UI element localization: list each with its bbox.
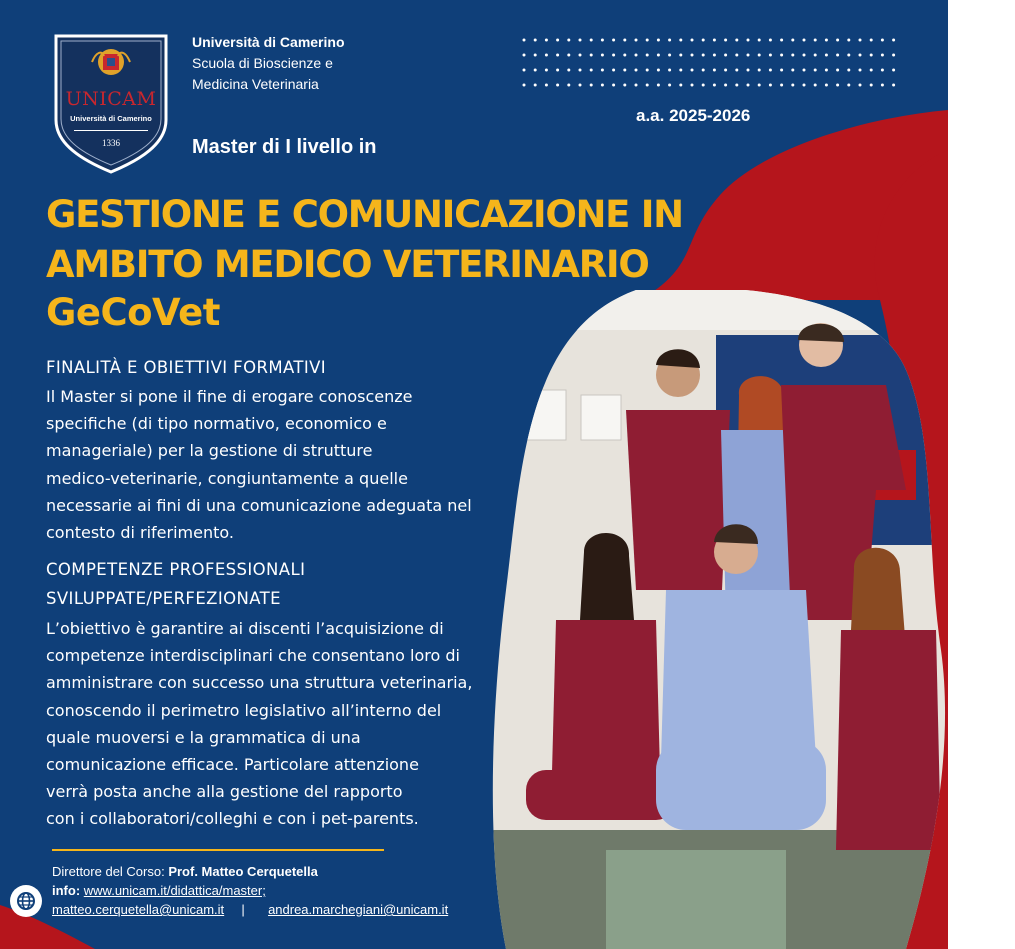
decorative-dot	[847, 54, 850, 57]
decorative-dot	[545, 69, 548, 72]
decorative-dot	[579, 39, 582, 42]
decorative-dot	[758, 39, 761, 42]
decorative-dot	[623, 39, 626, 42]
decorative-dot	[623, 54, 626, 57]
email-line	[52, 900, 448, 919]
decorative-dot	[803, 84, 806, 87]
globe-icon	[10, 885, 42, 917]
decorative-dot	[635, 69, 638, 72]
decorative-dot	[859, 84, 862, 87]
decorative-dot	[545, 39, 548, 42]
decorative-dot	[870, 84, 873, 87]
decorative-dot	[769, 39, 772, 42]
decorative-dot	[791, 39, 794, 42]
director-label: Direttore del Corso:	[52, 864, 169, 879]
decorative-dot	[803, 54, 806, 57]
logo-wordmark: UNICAM	[65, 88, 157, 110]
decorative-dot	[646, 84, 649, 87]
decorative-dot	[679, 84, 682, 87]
decorative-dot	[769, 84, 772, 87]
body-line: amministrare con successo una struttura veterinaria,	[46, 673, 473, 693]
decorative-dot	[758, 84, 761, 87]
academic-year: a.a. 2025-2026	[636, 106, 751, 125]
decorative-dot	[691, 39, 694, 42]
body-line: conoscendo il perimetro legislativo all’interno del	[46, 700, 442, 720]
section-heading-line: COMPETENZE PROFESSIONALI	[46, 560, 306, 579]
decorative-dot	[825, 39, 828, 42]
director-line	[52, 862, 448, 881]
info-line	[52, 881, 448, 900]
decorative-dot	[623, 84, 626, 87]
decorative-dot	[702, 39, 705, 42]
decorative-dot	[567, 54, 570, 57]
body-line: medico-veterinarie, congiuntamente a quelle	[46, 468, 408, 488]
university-name: Università di Camerino	[192, 34, 345, 50]
decorative-dot	[803, 69, 806, 72]
decorative-dot	[534, 54, 537, 57]
email-separator: |	[241, 902, 245, 917]
decorative-dot	[545, 84, 548, 87]
decorative-dot	[691, 69, 694, 72]
decorative-dot	[556, 84, 559, 87]
decorative-dot	[679, 39, 682, 42]
footer-divider	[52, 849, 384, 851]
decorative-dot	[847, 69, 850, 72]
decorative-dot	[556, 54, 559, 57]
body-line: con i collaboratori/colleghi e con i pet-parents.	[46, 809, 419, 829]
decorative-dot	[892, 84, 895, 87]
decorative-dot	[892, 39, 895, 42]
decorative-dot	[747, 84, 750, 87]
decorative-dot	[735, 69, 738, 72]
decorative-dot	[814, 69, 817, 72]
decorative-dot	[713, 39, 716, 42]
decorative-dot	[735, 84, 738, 87]
section-body-objectives	[46, 383, 536, 546]
decorative-dot	[635, 39, 638, 42]
decorative-dot	[601, 69, 604, 72]
decorative-dot	[713, 54, 716, 57]
decorative-dot	[724, 54, 727, 57]
decorative-dot	[825, 84, 828, 87]
email-link-secondary[interactable]: andrea.marchegiani@unicam.it	[268, 902, 449, 917]
decorative-dot	[859, 54, 862, 57]
decorative-dot	[870, 54, 873, 57]
decorative-dot	[657, 69, 660, 72]
university-header	[192, 32, 345, 95]
decorative-dot	[870, 39, 873, 42]
decorative-dot	[791, 69, 794, 72]
decorative-dot	[657, 39, 660, 42]
decorative-dot	[668, 54, 671, 57]
group-photo	[486, 290, 948, 949]
director-name: Prof. Matteo Cerquetella	[168, 864, 318, 879]
decorative-dot	[803, 39, 806, 42]
decorative-dot	[780, 39, 783, 42]
body-line: comunicazione efficace. Particolare attenzione	[46, 755, 419, 775]
decorative-dot	[814, 54, 817, 57]
decorative-dot	[735, 39, 738, 42]
logo-subtitle: Università di Camerino	[70, 114, 152, 123]
course-title-line1: GESTIONE E COMUNICAZIONE IN	[46, 193, 683, 236]
body-line: L’obiettivo è garantire ai discenti l’acquisizione di	[46, 619, 444, 638]
decorative-dot	[691, 84, 694, 87]
decorative-dot	[769, 69, 772, 72]
body-line: manageriale) per la gestione di strutture	[46, 441, 373, 461]
body-line: quale muoversi e la grammatica di una	[46, 727, 361, 747]
decorative-dot	[590, 69, 593, 72]
body-line: competenze interdisciplinari che consentano loro di	[46, 646, 460, 666]
decorative-dot	[567, 69, 570, 72]
decorative-dot	[747, 69, 750, 72]
school-name-line1: Scuola di Bioscienze e	[192, 55, 333, 71]
decorative-dot	[679, 54, 682, 57]
section-heading-line: SVILUPPATE/PERFEZIONATE	[46, 589, 281, 608]
decorative-dot	[590, 54, 593, 57]
decorative-dot	[691, 54, 694, 57]
decorative-dot	[780, 69, 783, 72]
decorative-dot	[769, 54, 772, 57]
decorative-dot	[579, 69, 582, 72]
decorative-dot	[534, 84, 537, 87]
decorative-dot	[747, 39, 750, 42]
body-line: specifiche (di tipo normativo, economico e	[46, 414, 387, 434]
decorative-dot	[545, 54, 548, 57]
decorative-dot	[668, 84, 671, 87]
decorative-dot	[523, 54, 526, 57]
email-link-director[interactable]: matteo.cerquetella@unicam.it	[52, 902, 225, 917]
decorative-dot	[612, 69, 615, 72]
body-line: necessarie ai fini di una comunicazione adeguata nel	[46, 495, 472, 515]
decorative-dot	[870, 69, 873, 72]
body-line: Il Master si pone il fine di erogare conoscenze	[46, 387, 413, 406]
decorative-dot	[780, 54, 783, 57]
course-title	[46, 190, 683, 290]
decorative-dot	[724, 69, 727, 72]
decorative-dot	[601, 54, 604, 57]
master-level-label: Master di I livello in	[192, 136, 377, 158]
decorative-dot	[836, 69, 839, 72]
decorative-dot	[892, 54, 895, 57]
decorative-dot	[679, 69, 682, 72]
footer-contacts	[52, 862, 448, 919]
decorative-dot	[635, 84, 638, 87]
course-acronym: GeCoVet	[46, 291, 220, 334]
decorative-dot	[881, 39, 884, 42]
decorative-dot	[635, 54, 638, 57]
decorative-dot	[702, 69, 705, 72]
unicam-logo	[52, 32, 170, 174]
decorative-dot	[523, 84, 526, 87]
decorative-dot	[523, 69, 526, 72]
decorative-dot	[859, 69, 862, 72]
info-link[interactable]: www.unicam.it/didattica/master;	[83, 883, 266, 898]
decorative-dot	[724, 84, 727, 87]
decorative-dot	[881, 69, 884, 72]
decorative-dot	[556, 69, 559, 72]
decorative-dot	[612, 39, 615, 42]
info-label: info:	[52, 883, 84, 898]
decorative-dot	[579, 84, 582, 87]
logo-year: 1336	[102, 138, 120, 148]
decorative-dot	[668, 39, 671, 42]
decorative-dot	[892, 69, 895, 72]
decorative-dot	[758, 69, 761, 72]
decorative-dot	[702, 84, 705, 87]
decorative-dot	[646, 54, 649, 57]
decorative-dot	[758, 54, 761, 57]
decorative-dot	[623, 69, 626, 72]
decorative-dot	[847, 39, 850, 42]
decorative-dot	[646, 39, 649, 42]
decorative-dot	[825, 54, 828, 57]
decorative-dot	[601, 84, 604, 87]
decorative-dot	[556, 39, 559, 42]
body-line: contesto di riferimento.	[46, 523, 234, 543]
section-body-competences	[46, 615, 536, 833]
decorative-dot	[847, 84, 850, 87]
decorative-dot	[881, 54, 884, 57]
decorative-dot	[657, 54, 660, 57]
decorative-dot	[814, 39, 817, 42]
decorative-dot	[735, 54, 738, 57]
decorative-dot	[724, 39, 727, 42]
decorative-dot	[859, 39, 862, 42]
decorative-dot	[702, 54, 705, 57]
course-title-line2: AMBITO MEDICO VETERINARIO	[46, 243, 649, 286]
school-name-line2: Medicina Veterinaria	[192, 76, 319, 92]
group-photo-veterinary-students-icon	[486, 290, 948, 949]
decorative-dot	[534, 39, 537, 42]
decorative-dot	[791, 54, 794, 57]
decorative-dot	[713, 69, 716, 72]
dot-pattern-decoration	[520, 36, 905, 88]
decorative-dot	[579, 54, 582, 57]
decorative-dot	[523, 39, 526, 42]
decorative-dot	[791, 84, 794, 87]
decorative-dot	[646, 69, 649, 72]
decorative-dot	[612, 54, 615, 57]
decorative-dot	[590, 84, 593, 87]
decorative-dot	[601, 39, 604, 42]
decorative-dot	[713, 84, 716, 87]
decorative-dot	[780, 84, 783, 87]
decorative-dot	[836, 39, 839, 42]
decorative-dot	[747, 54, 750, 57]
decorative-dot	[836, 54, 839, 57]
decorative-dot	[590, 39, 593, 42]
decorative-dot	[836, 84, 839, 87]
decorative-dot	[567, 84, 570, 87]
decorative-dot	[814, 84, 817, 87]
decorative-dot	[567, 39, 570, 42]
decorative-dot	[881, 84, 884, 87]
section-heading-competences	[46, 555, 305, 613]
decorative-dot	[534, 69, 537, 72]
globe-button[interactable]	[10, 885, 42, 917]
decorative-dot	[657, 84, 660, 87]
decorative-dot	[668, 69, 671, 72]
decorative-dot	[612, 84, 615, 87]
body-line: verrà posta anche alla gestione del rapporto	[46, 782, 403, 802]
decorative-dot	[825, 69, 828, 72]
section-heading-objectives: FINALITÀ E OBIETTIVI FORMATIVI	[46, 358, 327, 377]
